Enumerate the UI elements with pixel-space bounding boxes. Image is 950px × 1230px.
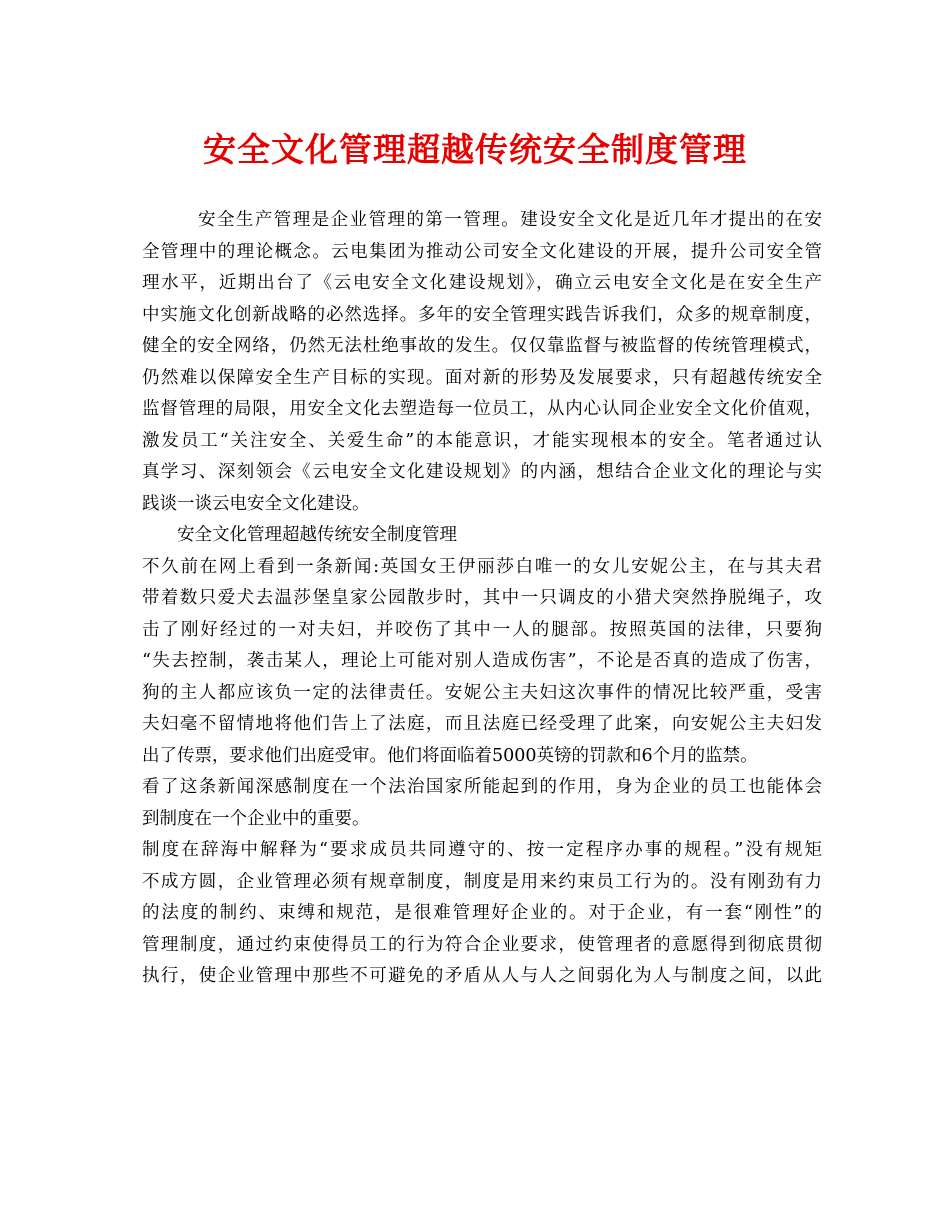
text-line: 真学习、深刻领会《云电安全文化建设规划》的内涵，想结合企业文化的理论与实 (142, 462, 822, 482)
text-line: 制度在辞海中解释为“要求成员共同遵守的、按一定程序办事的规程。”没有规矩 (142, 840, 822, 860)
text-line: 带着数只爱犬去温莎堡皇家公园散步时，其中一只调皮的小猎犬突然挣脱绳子，攻 (142, 588, 822, 608)
text-line: 夫妇毫不留情地将他们告上了法庭，而且法庭已经受理了此案，向安妮公主夫妇发 (142, 714, 822, 734)
text-line: 执行，使企业管理中那些不可避免的矛盾从人与人之间弱化为人与制度之间，以此 (142, 966, 822, 986)
text-line: 不成方圆，企业管理必须有规章制度，制度是用来约束员工行为的。没有刚劲有力 (142, 871, 822, 892)
text-line: 仍然难以保障安全生产目标的实现。面对新的形势及发展要求，只有超越传统安全 (142, 367, 822, 388)
text-line: 全管理中的理论概念。云电集团为推动公司安全文化建设的开展，提升公司安全管 (142, 241, 822, 262)
text-line: 激发员工“关注安全、关爱生命”的本能意识，才能实现根本的安全。笔者通过认 (142, 430, 822, 451)
text-line: 到制度在一个企业中的重要。 (142, 808, 370, 829)
text-line: 管理制度，通过约束使得员工的行为符合企业要求，使管理者的意愿得到彻底贯彻 (142, 934, 822, 955)
text-line: 安全生产管理是企业管理的第一管理。建设安全文化是近几年才提出的在安 (198, 210, 822, 230)
text-line: 不久前在网上看到一条新闻:英国女王伊丽莎白唯一的女儿安妮公主，在与其夫君 (142, 556, 822, 577)
text-line: “失去控制，袭击某人，理论上可能对别人造成伤害”，不论是否真的造成了伤害， (142, 651, 822, 671)
document-body (142, 205, 822, 993)
text-line: 狗的主人都应该负一定的法律责任。安妮公主夫妇这次事件的情况比较严重，受害 (142, 682, 822, 703)
text-line: 中实施文化创新战略的必然选择。多年的安全管理实践告诉我们，众多的规章制度， (142, 304, 822, 325)
text-line: 安全文化管理超越传统安全制度管理 (177, 525, 457, 545)
text-line: 击了刚好经过的一对夫妇，并咬伤了其中一人的腿部。按照英国的法律，只要狗 (142, 619, 822, 640)
text-line: 的法度的制约、束缚和规范，是很难管理好企业的。对于企业，有一套“刚性”的 (142, 903, 822, 923)
text-line: 理水平，近期出台了《云电安全文化建设规划》，确立云电安全文化是在安全生产 (142, 273, 822, 293)
text-line: 出了传票，要求他们出庭受审。他们将面临着5000英镑的罚款和6个月的监禁。 (142, 745, 758, 766)
text-line: 践谈一谈云电安全文化建设。 (142, 493, 370, 514)
text-line: 看了这条新闻深感制度在一个法治国家所能起到的作用，身为企业的员工也能体会 (142, 777, 822, 797)
document-title: 安全文化管理超越传统安全制度管理 (203, 130, 747, 169)
text-line: 健全的安全网络，仍然无法杜绝事故的发生。仅仅靠监督与被监督的传统管理模式， (142, 336, 822, 356)
text-line: 监督管理的局限，用安全文化去塑造每一位员工，从内心认同企业安全文化价值观， (142, 399, 822, 419)
